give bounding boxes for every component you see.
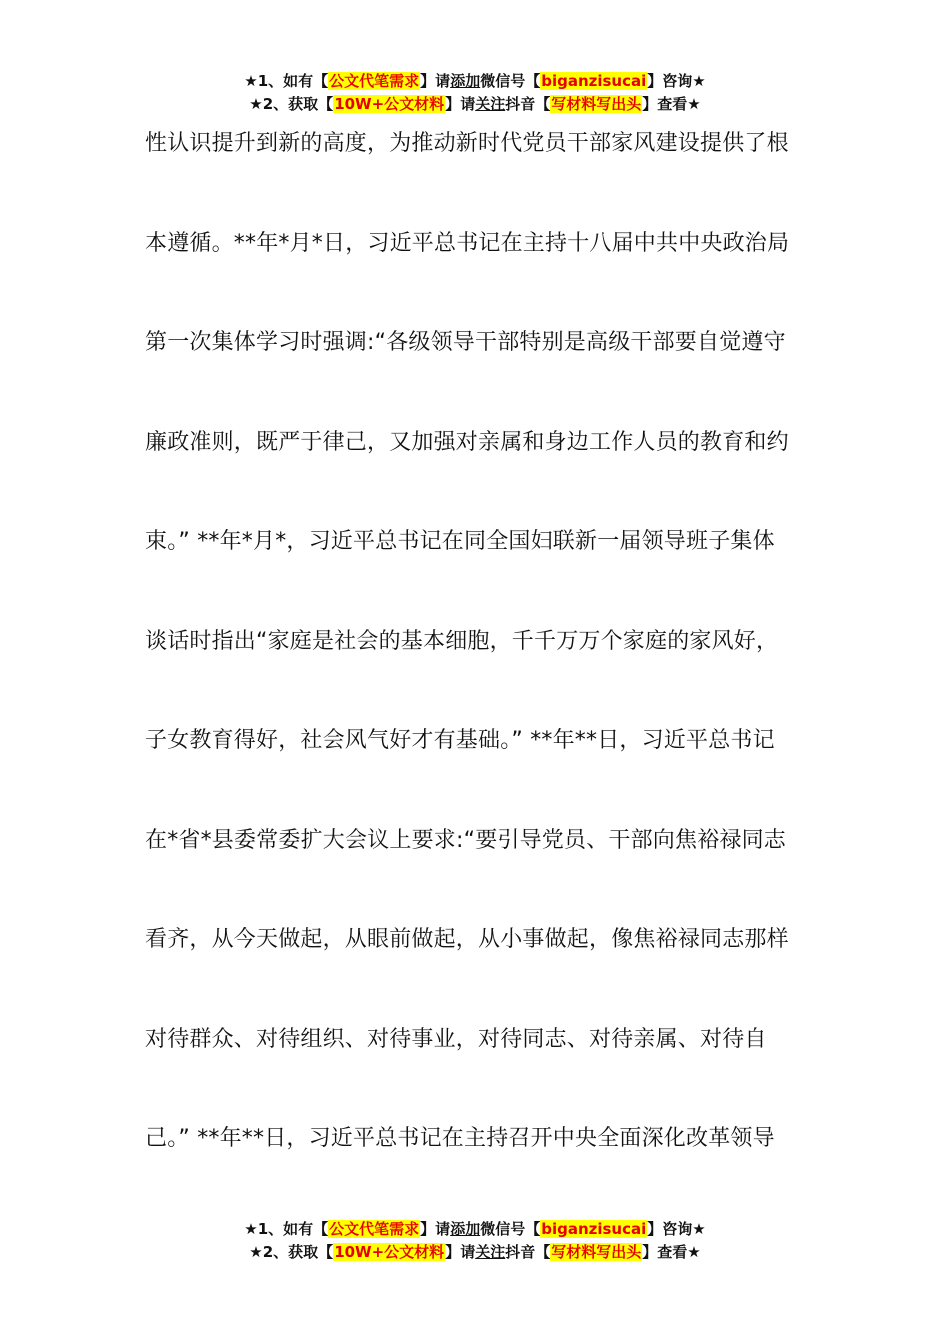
- banner-text: 】请: [445, 95, 476, 113]
- banner-text: ★1、如有【: [244, 72, 329, 90]
- banner-text: ★2、获取【: [249, 1243, 334, 1261]
- body-line: 廉政准则，既严于律己，又加强对亲属和身边工作人员的教育和约: [145, 429, 789, 455]
- banner-text: ★2、获取【: [249, 95, 334, 113]
- highlight-service: 公文代笔需求: [329, 1220, 420, 1238]
- banner-text: 抖音【: [505, 1243, 551, 1261]
- body-line: 己。” **年**日，习近平总书记在主持召开中央全面深化改革领导: [145, 1126, 775, 1151]
- banner-text: 】请: [420, 72, 451, 90]
- highlight-douyin-id: 写材料写出头: [551, 1243, 642, 1261]
- banner-text: ★1、如有【: [244, 1220, 329, 1238]
- footer-banner: [0, 1218, 950, 1264]
- banner-line-1: [0, 70, 950, 93]
- highlight-materials: 10W+公文材料: [334, 1243, 445, 1261]
- body-line: 束。” **年*月*，习近平总书记在同全国妇联新一届领导班子集体: [145, 529, 775, 554]
- body-line: 第一次集体学习时强调:“各级领导干部特别是高级干部要自觉遵守: [145, 330, 786, 355]
- body-line: 在*省*县委常委扩大会议上要求:“要引导党员、干部向焦裕禄同志: [145, 827, 787, 853]
- banner-text: 】查看★: [642, 95, 701, 113]
- underlined-text: 添加: [450, 72, 481, 90]
- banner-text: 抖音【: [505, 95, 551, 113]
- highlight-service: 公文代笔需求: [329, 72, 420, 90]
- banner-text: 】请: [420, 1220, 451, 1238]
- body-line: 性认识提升到新的高度，为推动新时代党员干部家风建设提供了根: [145, 131, 789, 156]
- highlight-wechat-id: biganzisucai: [541, 1220, 647, 1238]
- banner-text: 】咨询★: [647, 72, 706, 90]
- document-body: [145, 122, 805, 1217]
- banner-text: 】查看★: [642, 1243, 701, 1261]
- underlined-text: 添加: [450, 1220, 481, 1238]
- body-line: 谈话时指出“家庭是社会的基本细胞，千千万万个家庭的家风好，: [145, 628, 779, 654]
- banner-text: 微信号【: [480, 72, 541, 90]
- body-line: 子女教育得好，社会风气好才有基础。” **年**日，习近平总书记: [145, 728, 775, 753]
- body-line: 看齐，从今天做起，从眼前做起，从小事做起，像焦裕禄同志那样: [145, 927, 789, 952]
- banner-line-1: [0, 1218, 950, 1241]
- highlight-materials: 10W+公文材料: [334, 95, 445, 113]
- banner-text: 微信号【: [480, 1220, 541, 1238]
- banner-line-2: [0, 1241, 950, 1264]
- body-line: 本遵循。**年*月*日，习近平总书记在主持十八届中共中央政治局: [145, 230, 790, 256]
- underlined-text: 关注: [475, 95, 506, 113]
- highlight-douyin-id: 写材料写出头: [551, 95, 642, 113]
- underlined-text: 关注: [475, 1243, 506, 1261]
- header-banner: [0, 70, 950, 116]
- banner-line-2: [0, 93, 950, 116]
- banner-text: 】请: [445, 1243, 476, 1261]
- banner-text: 】咨询★: [647, 1220, 706, 1238]
- highlight-wechat-id: biganzisucai: [541, 72, 647, 90]
- body-line: 对待群众、对待组织、对待事业，对待同志、对待亲属、对待自: [145, 1026, 767, 1052]
